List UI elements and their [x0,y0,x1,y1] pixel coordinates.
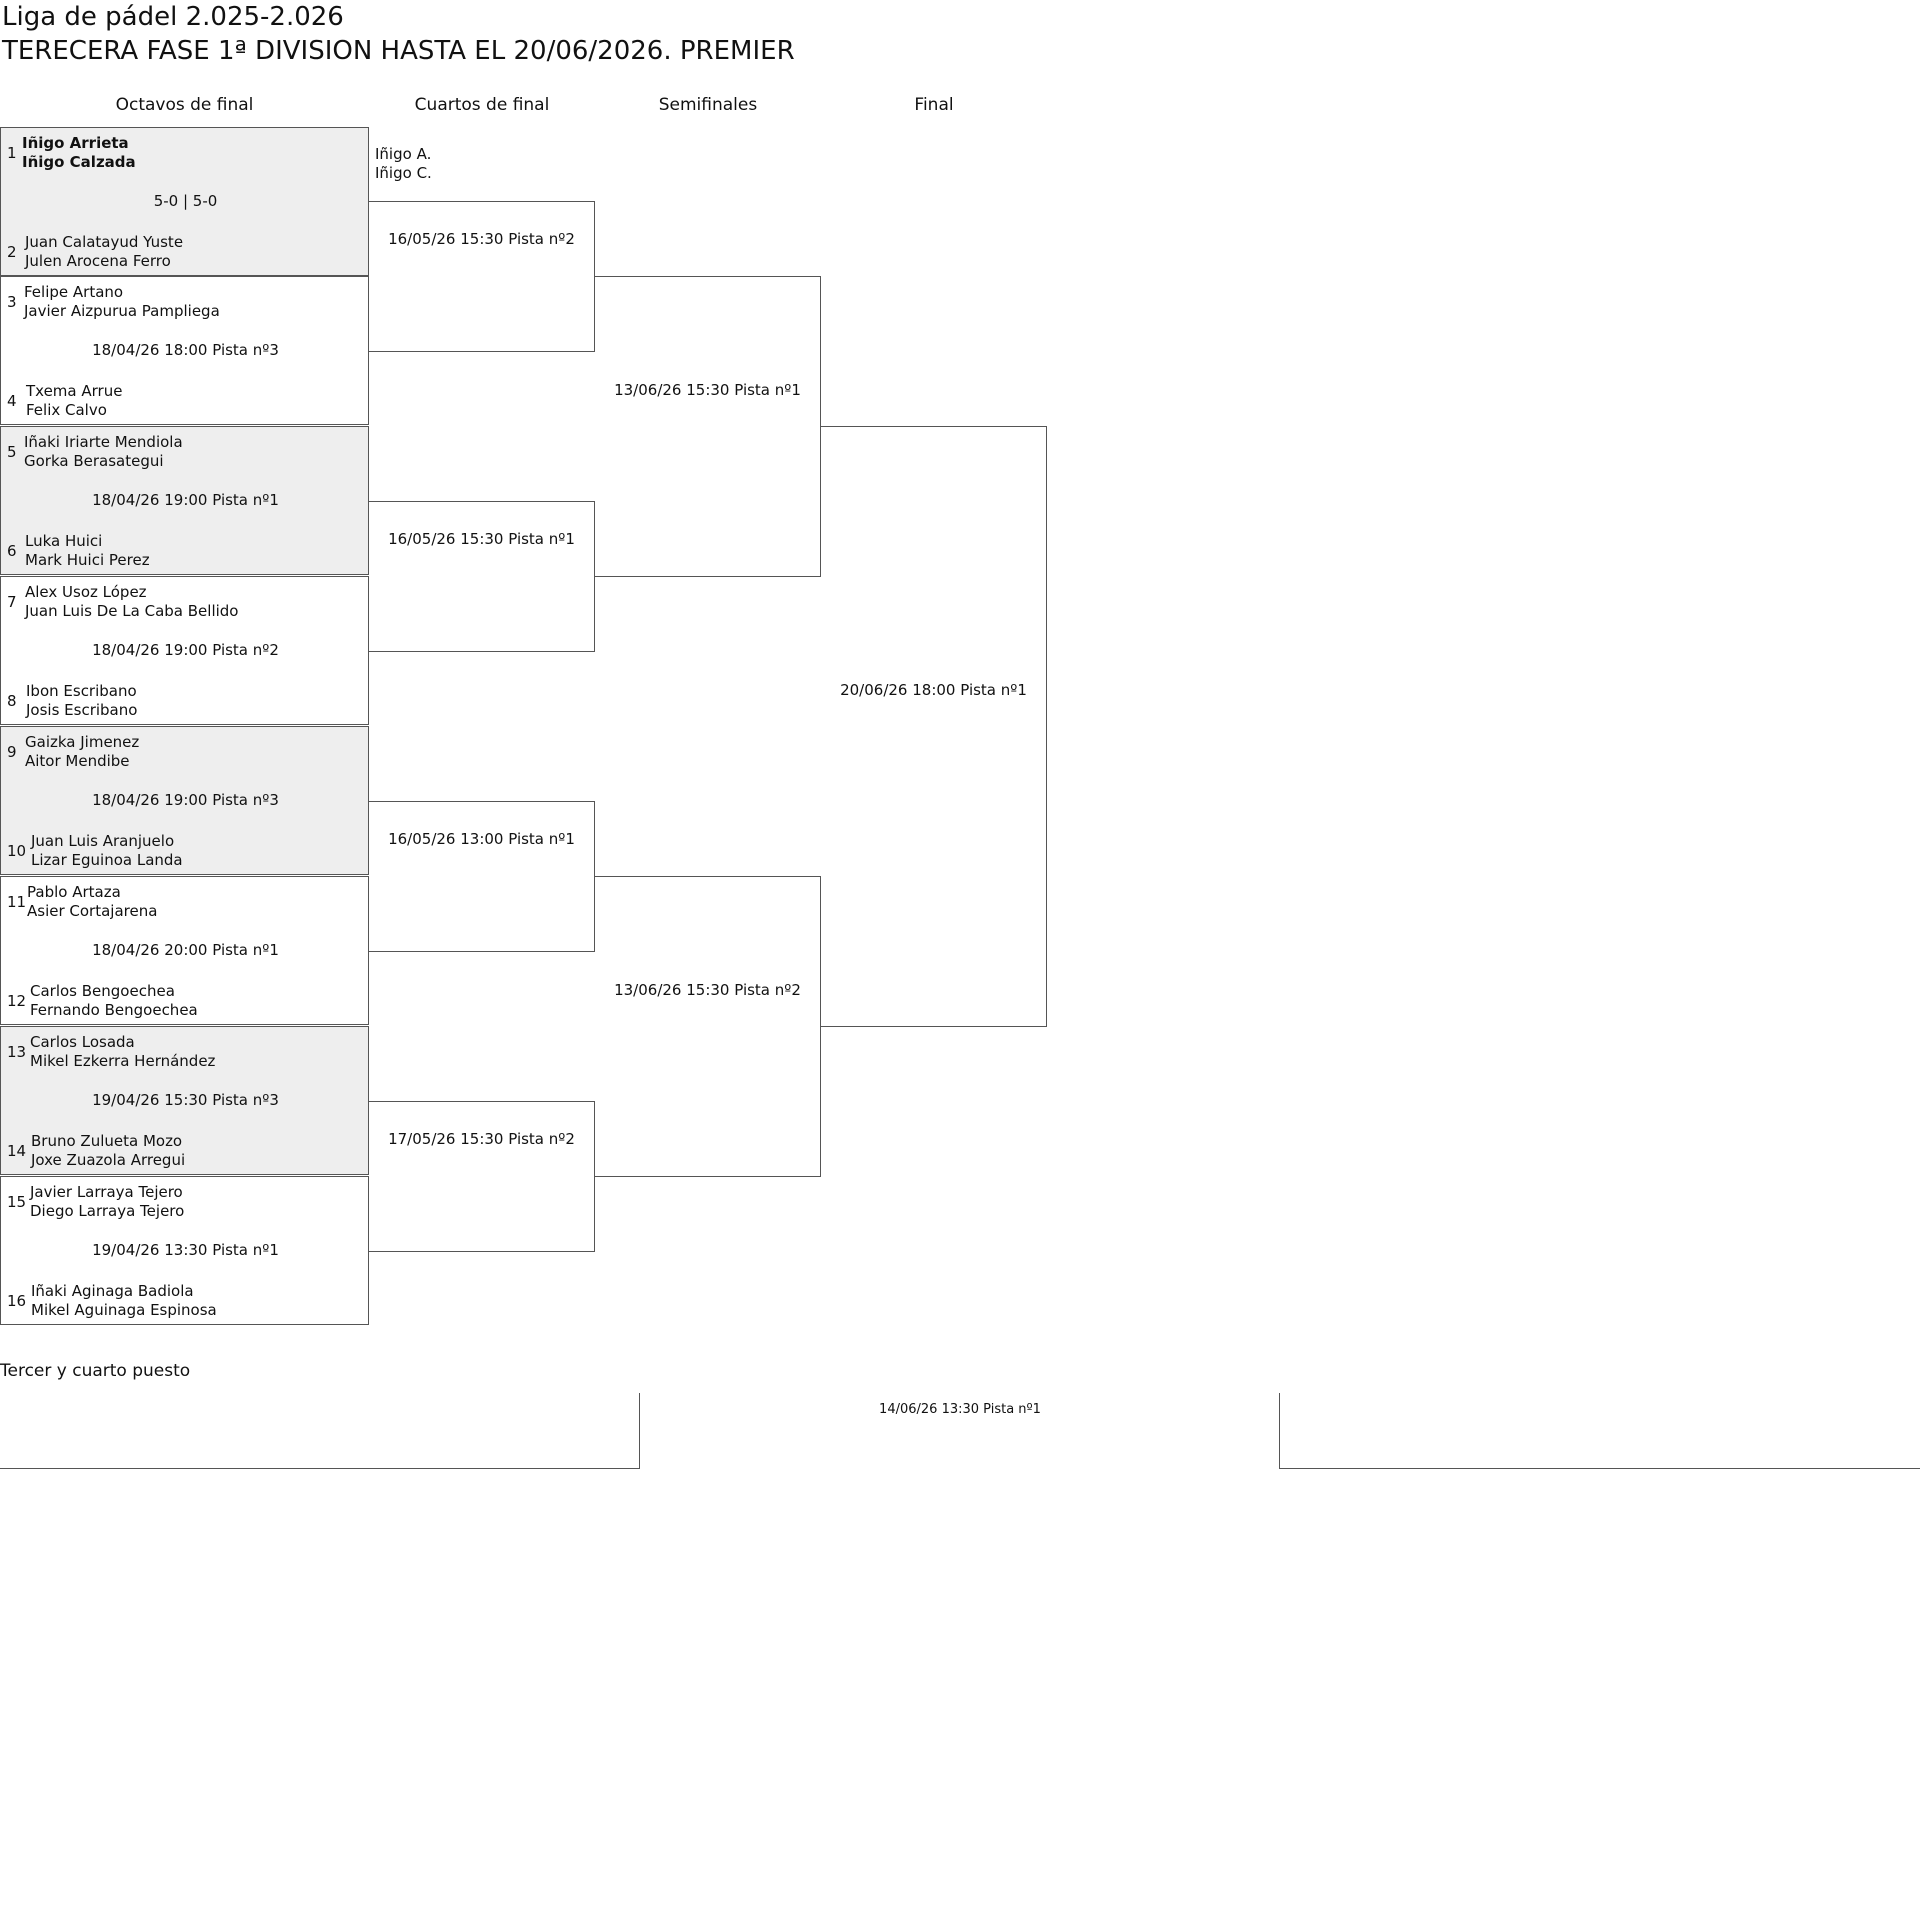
player-name: Carlos Bengoechea [30,982,175,1000]
player-name: Txema Arrue [26,382,123,400]
team-a[interactable] [25,733,139,771]
player-name: Felix Calvo [26,401,107,419]
third-place-title: Tercer y cuarto puesto [0,1361,191,1381]
player-name: Iñigo A. [375,145,432,163]
player-name: Mikel Aguinaga Espinosa [31,1301,217,1319]
player-name: Alex Usoz López [25,583,147,601]
player-name: Lizar Eguinoa Landa [31,851,183,869]
team-a[interactable] [30,1033,215,1071]
match-schedule: 18/04/26 18:00 Pista nº3 [92,341,279,359]
round-header-r16: Octavos de final [115,95,254,115]
player-name: Iñigo Arrieta [22,134,129,152]
player-name: Ibon Escribano [26,682,137,700]
seed-number: 16 [7,1292,27,1310]
match-schedule: 19/04/26 15:30 Pista nº3 [92,1091,279,1109]
r16-match-2[interactable] [0,276,369,425]
match-schedule: 18/04/26 19:00 Pista nº3 [92,791,279,809]
player-name: Diego Larraya Tejero [30,1202,185,1220]
seed-number: 1 [7,144,17,162]
player-name: Iñigo C. [375,164,432,182]
page-subtitle: TERECERA FASE 1ª DIVISION HASTA EL 20/06/2026. PREMIER [2,36,795,66]
player-name: Asier Cortajarena [27,902,158,920]
team-a[interactable] [30,1183,184,1221]
seed-number: 6 [7,542,17,560]
seed-number: 10 [7,842,27,860]
match-schedule: 13/06/26 15:30 Pista nº1 [614,381,801,399]
r16-match-5[interactable] [0,726,369,875]
player-name: Aitor Mendibe [25,752,130,770]
round-header-sf: Semifinales [658,95,758,115]
player-name: Bruno Zulueta Mozo [31,1132,183,1150]
r16-match-6[interactable] [0,876,369,1025]
player-name: Josis Escribano [26,701,138,719]
seed-number: 8 [7,692,17,710]
match-schedule: 20/06/26 18:00 Pista nº1 [840,681,1027,699]
match-schedule: 13/06/26 15:30 Pista nº2 [614,981,801,999]
player-name: Juan Luis De La Caba Bellido [25,602,239,620]
player-name: Felipe Artano [24,283,124,301]
player-name: Juan Calatayud Yuste [25,233,184,251]
team-b[interactable] [30,982,198,1020]
team-b[interactable] [25,532,150,570]
team-a[interactable] [25,583,238,621]
player-name: Luka Huici [25,532,103,550]
player-name: Juan Luis Aranjuelo [31,832,175,850]
match-schedule: 18/04/26 20:00 Pista nº1 [92,941,279,959]
seed-number: 2 [7,243,17,261]
qf-match-1[interactable] [369,201,595,352]
seed-number: 3 [7,293,17,311]
player-name: Javier Larraya Tejero [30,1183,183,1201]
seed-number: 13 [7,1043,27,1061]
player-name: Fernando Bengoechea [30,1001,198,1019]
qf-match-3[interactable] [369,801,595,952]
player-name: Mark Huici Perez [25,551,150,569]
third-place-divider-right [1279,1393,1280,1469]
match-schedule: 16/05/26 15:30 Pista nº1 [388,530,575,548]
qf-match-2[interactable] [369,501,595,652]
player-name: Julen Arocena Ferro [25,252,171,270]
seed-number: 11 [7,893,27,911]
match-schedule: 16/05/26 13:00 Pista nº1 [388,830,575,848]
player-name: Mikel Ezkerra Hernández [30,1052,216,1070]
seed-number: 9 [7,743,17,761]
team-b[interactable] [31,1132,185,1170]
round-header-qf: Cuartos de final [414,95,550,115]
third-place-schedule: 14/06/26 13:30 Pista nº1 [879,1402,1041,1417]
team-b[interactable] [25,233,183,271]
match-schedule: 17/05/26 15:30 Pista nº2 [388,1130,575,1148]
sf-match-1[interactable] [595,276,821,577]
team-b[interactable] [31,832,183,870]
seed-number: 7 [7,593,17,611]
seed-number: 12 [7,992,27,1010]
match-result: 5-0 | 5-0 [153,192,218,210]
match-schedule: 19/04/26 13:30 Pista nº1 [92,1241,279,1259]
match-schedule: 16/05/26 15:30 Pista nº2 [388,230,575,248]
player-name: Gaizka Jimenez [25,733,140,751]
seed-number: 15 [7,1193,27,1211]
match-schedule: 18/04/26 19:00 Pista nº2 [92,641,279,659]
r16-match-7[interactable] [0,1026,369,1175]
player-name: Pablo Artaza [27,883,121,901]
player-name: Javier Aizpurua Pampliega [24,302,220,320]
player-name: Iñaki Iriarte Mendiola [24,433,183,451]
team-a[interactable] [22,134,136,172]
sf-match-2[interactable] [595,876,821,1177]
team-a[interactable] [24,283,220,321]
seed-number: 5 [7,443,17,461]
player-name: Iñaki Aginaga Badiola [31,1282,194,1300]
player-name: Iñigo Calzada [22,153,136,171]
player-name: Joxe Zuazola Arregui [31,1151,186,1169]
r16-match-8[interactable] [0,1176,369,1325]
qf-advanced-team[interactable] [375,145,432,183]
r16-match-1[interactable] [0,127,369,276]
player-name: Carlos Losada [30,1033,135,1051]
final-match[interactable] [821,426,1047,1027]
team-a[interactable] [24,433,183,471]
team-b[interactable] [26,382,122,420]
page-title: Liga de pádel 2.025-2.026 [2,2,344,32]
team-a[interactable] [27,883,157,921]
team-b[interactable] [26,682,137,720]
team-b[interactable] [31,1282,217,1320]
player-name: Gorka Berasategui [24,452,164,470]
r16-match-4[interactable] [0,576,369,725]
seed-number: 4 [7,392,17,410]
match-schedule: 18/04/26 19:00 Pista nº1 [92,491,279,509]
r16-match-3[interactable] [0,426,369,575]
qf-match-4[interactable] [369,1101,595,1252]
third-place-line-right [1279,1468,1920,1469]
seed-number: 14 [7,1142,27,1160]
round-header-final: Final [914,95,954,115]
third-place-line-left [0,1468,640,1469]
